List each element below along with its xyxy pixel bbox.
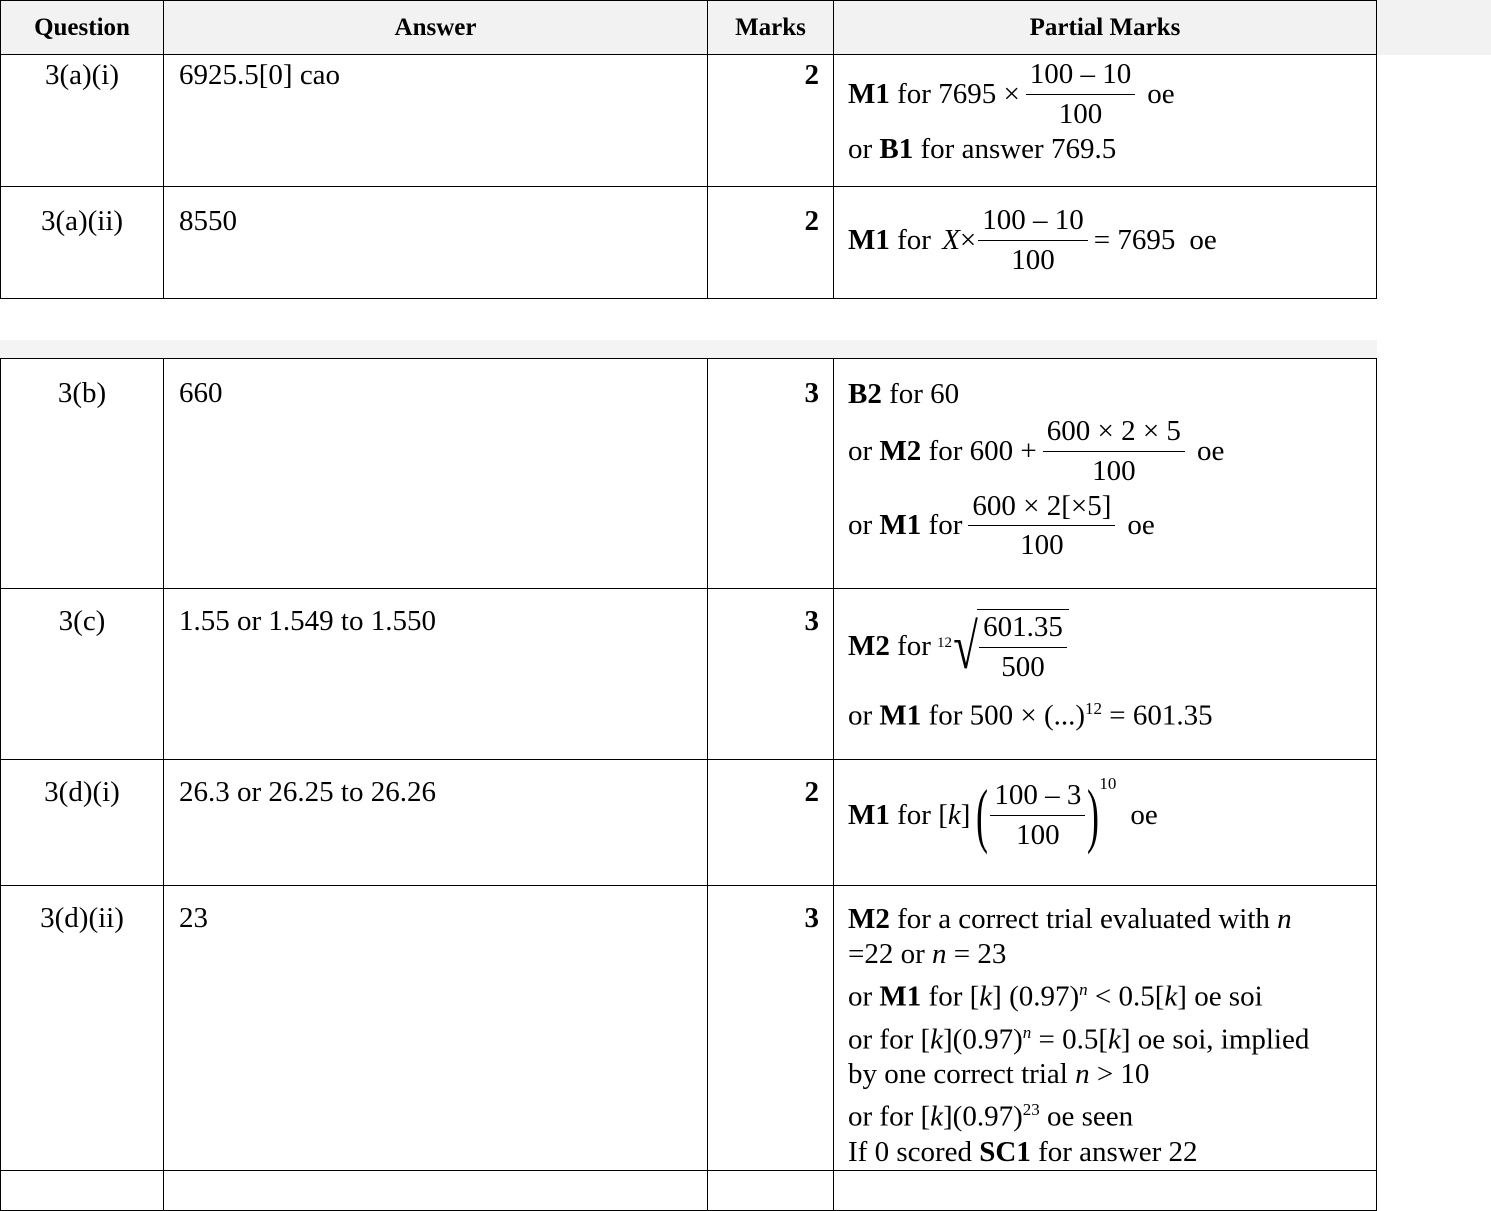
question-cell: 3(a)(i) [1, 55, 164, 187]
partial-marks-cell [834, 589, 1377, 760]
question-cell: 3(d)(i) [1, 760, 164, 886]
fraction-denominator: 100 [1058, 97, 1103, 130]
variable: X [942, 223, 960, 256]
variable: n [1075, 1058, 1090, 1091]
partial-text: oe [1147, 77, 1175, 110]
variable: n [932, 938, 947, 970]
exponent: 10 [1099, 774, 1117, 793]
fraction-numerator: 601.35 [979, 610, 1067, 648]
partial-text: > 10 [1089, 1058, 1150, 1091]
fraction [979, 610, 1067, 685]
fraction-numerator: 100 – 10 [1026, 57, 1136, 95]
partial-text: ](0.97) [943, 1023, 1023, 1056]
partial-text: for [889, 630, 931, 663]
mark-code: M1 [879, 509, 922, 542]
fraction-denominator: 500 [1001, 650, 1045, 683]
partial-text: or for [ [848, 1023, 931, 1056]
question-cell: 3(a)(ii) [1, 187, 164, 299]
partial-text: for a correct trial evaluated with [889, 903, 1278, 935]
marks-cell: 3 [708, 589, 834, 760]
mark-scheme-table-top [0, 0, 1377, 299]
partial-text: for [ [889, 798, 948, 831]
partial-marks-cell [834, 187, 1377, 299]
answer-cell [164, 1170, 708, 1210]
partial-text: for 600 + [921, 434, 1037, 467]
mark-code: M1 [879, 699, 922, 732]
mark-scheme-table-bottom [0, 358, 1377, 1211]
variable: k [930, 1023, 944, 1056]
variable: k [1164, 980, 1178, 1013]
radicand [977, 609, 1069, 685]
exponent: 23 [1022, 1100, 1040, 1120]
partial-text: for 7695 × [889, 77, 1020, 110]
fraction-denominator: 100 [1020, 529, 1064, 562]
partial-text: = 601.35 [1102, 699, 1213, 732]
partial-text: or for [ [848, 1100, 931, 1133]
mark-code: SC1 [979, 1135, 1031, 1168]
partial-text: or [848, 434, 880, 467]
partial-text: or [848, 132, 880, 165]
partial-text: < 0.5[ [1087, 980, 1165, 1013]
partial-text: If 0 scored [848, 1135, 980, 1168]
partial-text: ](0.97) [943, 1100, 1023, 1133]
header-row [1, 1, 1377, 55]
mark-code: M2 [848, 630, 890, 663]
partial-text: ] oe soi, implied [1120, 1023, 1310, 1056]
mark-code: B2 [848, 378, 882, 410]
partial-marks-cell [834, 1170, 1377, 1210]
question-cell: 3(d)(ii) [1, 886, 164, 1171]
header-marks: Marks [708, 1, 834, 55]
partial-text: = 0.5[ [1031, 1023, 1109, 1056]
partial-text: oe [1127, 509, 1155, 542]
partial-text: oe seen [1039, 1100, 1134, 1133]
partial-text: 500 × (...) [969, 699, 1086, 732]
partial-text: or [848, 980, 880, 1013]
nth-root [937, 609, 1069, 685]
marks-cell: 2 [708, 187, 834, 299]
marks-cell: 3 [708, 359, 834, 589]
exponent: 12 [1085, 698, 1103, 718]
mark-code: M1 [879, 980, 922, 1013]
table-row [1, 359, 1377, 589]
partial-text: for 60 [881, 378, 960, 410]
left-paren-icon: ( [976, 775, 989, 856]
table-row [1, 1170, 1377, 1210]
root-index: 12 [936, 635, 952, 651]
variable: k [930, 1100, 944, 1133]
mark-code: M2 [879, 434, 922, 467]
fraction-numerator: 100 – 10 [978, 203, 1088, 241]
page-gap-strip [0, 340, 1377, 358]
partial-text: for answer 22 [1030, 1135, 1198, 1168]
answer-cell: 8550 [164, 187, 708, 299]
partial-text: or [848, 509, 880, 542]
header-partial-marks: Partial Marks [834, 1, 1377, 55]
answer-cell: 26.3 or 26.25 to 26.26 [164, 760, 708, 886]
partial-text: for [921, 699, 970, 732]
fraction [1026, 57, 1136, 132]
marks-cell [708, 1170, 834, 1210]
partial-text: for answer 769.5 [913, 132, 1117, 165]
table-row [1, 886, 1377, 1171]
partial-marks-cell [834, 359, 1377, 589]
partial-text: for [921, 509, 963, 542]
partial-text: = 23 [946, 938, 1007, 970]
header-answer: Answer [164, 1, 708, 55]
partial-text: for [ [921, 980, 980, 1013]
radical-icon: √ [953, 610, 978, 682]
table-row [1, 187, 1377, 299]
exponent: n [1079, 980, 1088, 999]
partial-marks-cell [834, 760, 1377, 886]
answer-cell: 660 [164, 359, 708, 589]
marks-cell: 2 [708, 55, 834, 187]
fraction-denominator: 100 [1092, 454, 1136, 487]
question-cell: 3(b) [1, 359, 164, 589]
mark-code: B1 [879, 132, 914, 165]
variable: k [979, 980, 993, 1013]
question-cell: 3(c) [1, 589, 164, 760]
partial-marks-cell [834, 886, 1377, 1171]
fraction [1043, 414, 1185, 489]
partial-text: =22 or [848, 938, 933, 970]
exponent: n [1022, 1022, 1032, 1042]
partial-text: ] (0.97) [992, 980, 1080, 1013]
header-question: Question [1, 1, 164, 55]
partial-text: by one correct trial [848, 1058, 1076, 1091]
variable: k [1108, 1023, 1121, 1056]
fraction [990, 778, 1085, 853]
mark-code: M2 [848, 903, 890, 935]
mark-code: M1 [848, 77, 890, 110]
fraction-numerator: 100 – 3 [990, 778, 1085, 816]
table-row [1, 589, 1377, 760]
partial-text: oe [1196, 434, 1225, 467]
table-row [1, 760, 1377, 886]
variable: n [1277, 903, 1292, 935]
partial-text: = 7695 [1093, 223, 1176, 256]
answer-cell: 6925.5[0] cao [164, 55, 708, 187]
marks-cell: 2 [708, 760, 834, 886]
fraction-numerator: 600 × 2[×5] [968, 489, 1115, 527]
partial-marks-cell [834, 55, 1377, 187]
right-paren-icon: ) [1087, 775, 1100, 856]
partial-text: or [848, 699, 880, 732]
fraction [978, 203, 1088, 278]
variable: k [947, 798, 961, 831]
fraction-numerator: 600 × 2 × 5 [1043, 414, 1185, 452]
table-row [1, 55, 1377, 187]
partial-text: ] oe soi [1177, 980, 1263, 1013]
partial-text: ] [960, 798, 971, 831]
partial-text: for [889, 223, 939, 256]
marks-cell: 3 [708, 886, 834, 1171]
fraction-denominator: 100 [1016, 818, 1060, 851]
answer-cell: 1.55 or 1.549 to 1.550 [164, 589, 708, 760]
mark-code: M1 [848, 223, 890, 256]
answer-cell: 23 [164, 886, 708, 1171]
partial-text: oe [1189, 223, 1217, 256]
fraction-denominator: 100 [1011, 243, 1055, 276]
partial-text: oe [1130, 798, 1158, 831]
fraction [968, 489, 1115, 564]
mark-code: M1 [848, 798, 890, 831]
partial-text: × [959, 223, 977, 256]
question-cell [1, 1170, 164, 1210]
